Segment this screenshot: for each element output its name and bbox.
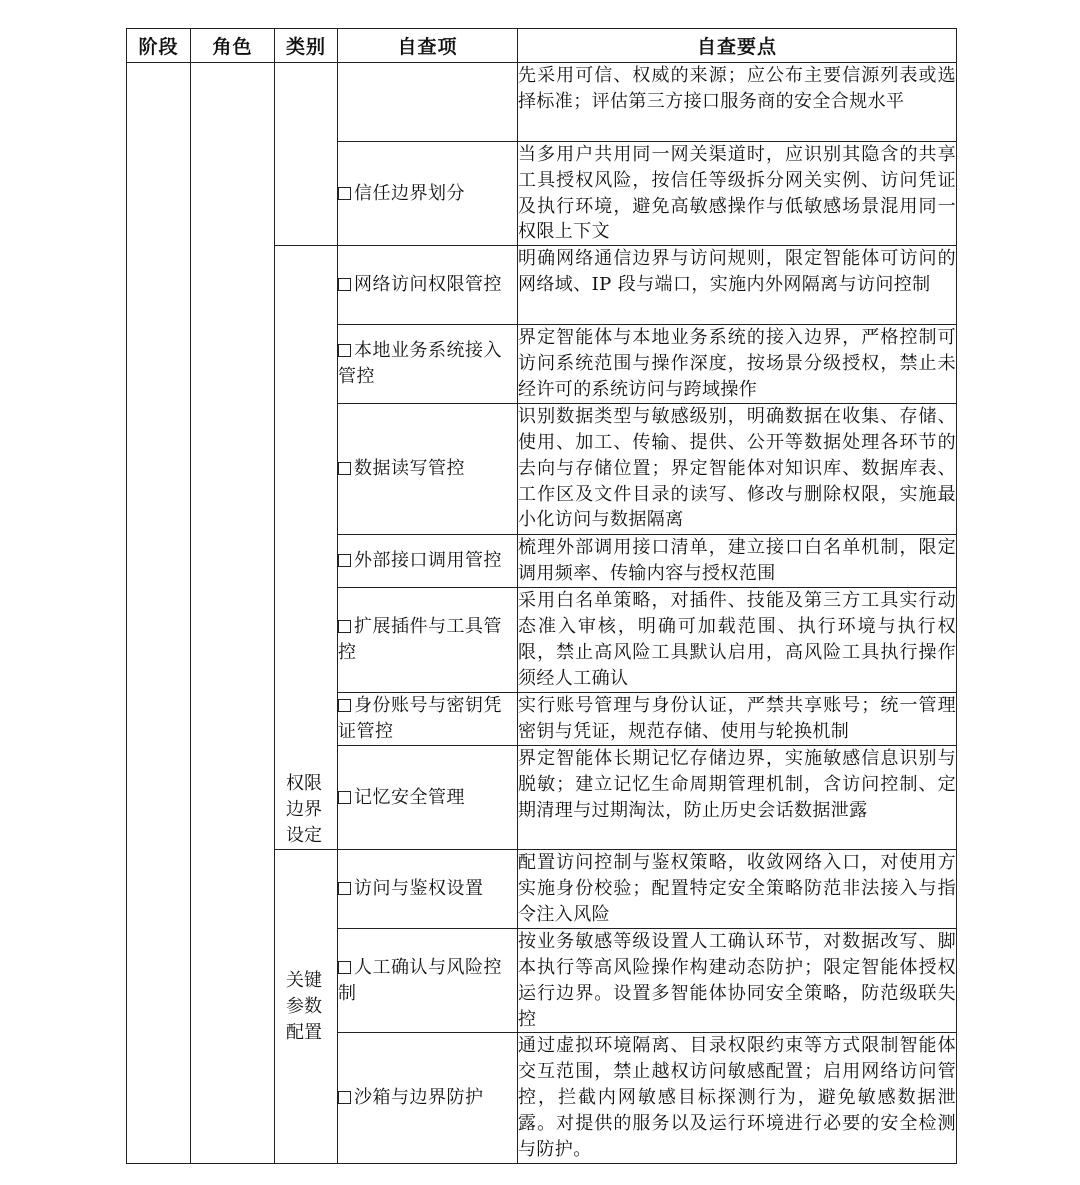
check-point: 明确网络通信边界与访问规则，限定智能体可访问的网络域、IP 段与端口，实施内外网隔离与访问控制: [518, 246, 957, 325]
table-row: [127, 63, 957, 142]
table-header-row: [127, 29, 957, 63]
check-item[interactable]: 人工确认与风险控制: [338, 929, 518, 1033]
check-item[interactable]: 数据读写管控: [338, 404, 518, 535]
check-point: 界定智能体与本地业务系统的接入边界，严格控制可访问系统范围与操作深度，按场景分级授权，禁止未经许可的系统访问与跨域操作: [518, 325, 957, 404]
check-item: [338, 63, 518, 142]
check-item[interactable]: 记忆安全管理: [338, 746, 518, 850]
check-point: 配置访问控制与鉴权策略，收敛网络入口，对使用方实施身份校验；配置特定安全策略防范非法接入与指令注入风险: [518, 850, 957, 929]
check-item[interactable]: 扩展插件与工具管控: [338, 588, 518, 693]
category-cell-empty: [275, 63, 338, 246]
check-point: 界定智能体长期记忆存储边界，实施敏感信息识别与脱敏；建立记忆生命周期管理机制，含访问控制、定期清理与过期淘汰，防止历史会话数据泄露: [518, 746, 957, 850]
check-point: 先采用可信、权威的来源；应公布主要信源列表或选择标准；评估第三方接口服务商的安全合规水平: [518, 63, 957, 142]
checkbox-icon[interactable]: [338, 278, 351, 291]
checkbox-icon[interactable]: [338, 554, 351, 567]
check-item[interactable]: 身份账号与密钥凭证管控: [338, 693, 518, 746]
role-cell: [191, 63, 275, 1164]
category-key-parameters: 关键参数配置: [275, 850, 338, 1164]
check-item[interactable]: 访问与鉴权设置: [338, 850, 518, 929]
check-item[interactable]: 沙箱与边界防护: [338, 1033, 518, 1164]
checkbox-icon[interactable]: [338, 699, 351, 712]
check-point: 识别数据类型与敏感级别，明确数据在收集、存储、使用、加工、传输、提供、公开等数据处理各环节的去向与存储位置；界定智能体对知识库、数据库表、工作区及文件目录的读写、修改与删除权限，实施最小化访问与数据隔离: [518, 404, 957, 535]
checkbox-icon[interactable]: [338, 187, 351, 200]
check-item[interactable]: 本地业务系统接入管控: [338, 325, 518, 404]
check-point: 按业务敏感等级设置人工确认环节，对数据改写、脚本执行等高风险操作构建动态防护；限定智能体授权运行边界。设置多智能体协同安全策略，防范级联失控: [518, 929, 957, 1033]
header-category: 类别: [275, 29, 338, 63]
checkbox-icon[interactable]: [338, 620, 351, 633]
check-point: 梳理外部调用接口清单，建立接口白名单机制，限定调用频率、传输内容与授权范围: [518, 535, 957, 588]
header-role: 角色: [191, 29, 275, 63]
checkbox-icon[interactable]: [338, 344, 351, 357]
check-item[interactable]: 信任边界划分: [338, 142, 518, 246]
check-point: 采用白名单策略，对插件、技能及第三方工具实行动态准入审核，明确可加载范围、执行环境与执行权限，禁止高风险工具默认启用，高风险工具执行操作须经人工确认: [518, 588, 957, 693]
checkbox-icon[interactable]: [338, 1091, 351, 1104]
check-item[interactable]: 网络访问权限管控: [338, 246, 518, 325]
check-point: 当多用户共用同一网关渠道时，应识别其隐含的共享工具授权风险，按信任等级拆分网关实例、访问凭证及执行环境，避免高敏感操作与低敏感场景混用同一权限上下文: [518, 142, 957, 246]
check-item[interactable]: 外部接口调用管控: [338, 535, 518, 588]
check-point: 实行账号管理与身份认证，严禁共享账号；统一管理密钥与凭证，规范存储、使用与轮换机制: [518, 693, 957, 746]
checkbox-icon[interactable]: [338, 882, 351, 895]
checkbox-icon[interactable]: [338, 961, 351, 974]
header-check-points: 自查要点: [518, 29, 957, 63]
header-check-item: 自查项: [338, 29, 518, 63]
checkbox-icon[interactable]: [338, 791, 351, 804]
check-point: 通过虚拟环境隔离、目录权限约束等方式限制智能体交互范围，禁止越权访问敏感配置；启用网络访问管控，拦截内网敏感目标探测行为，避免敏感数据泄露。对提供的服务以及运行环境进行必要的安全检测与防护。: [518, 1033, 957, 1164]
category-permission-boundary: 权限边界设定: [275, 246, 338, 850]
header-stage: 阶段: [127, 29, 191, 63]
checkbox-icon[interactable]: [338, 462, 351, 475]
self-check-table: [126, 28, 957, 1164]
stage-cell: [127, 63, 191, 1164]
